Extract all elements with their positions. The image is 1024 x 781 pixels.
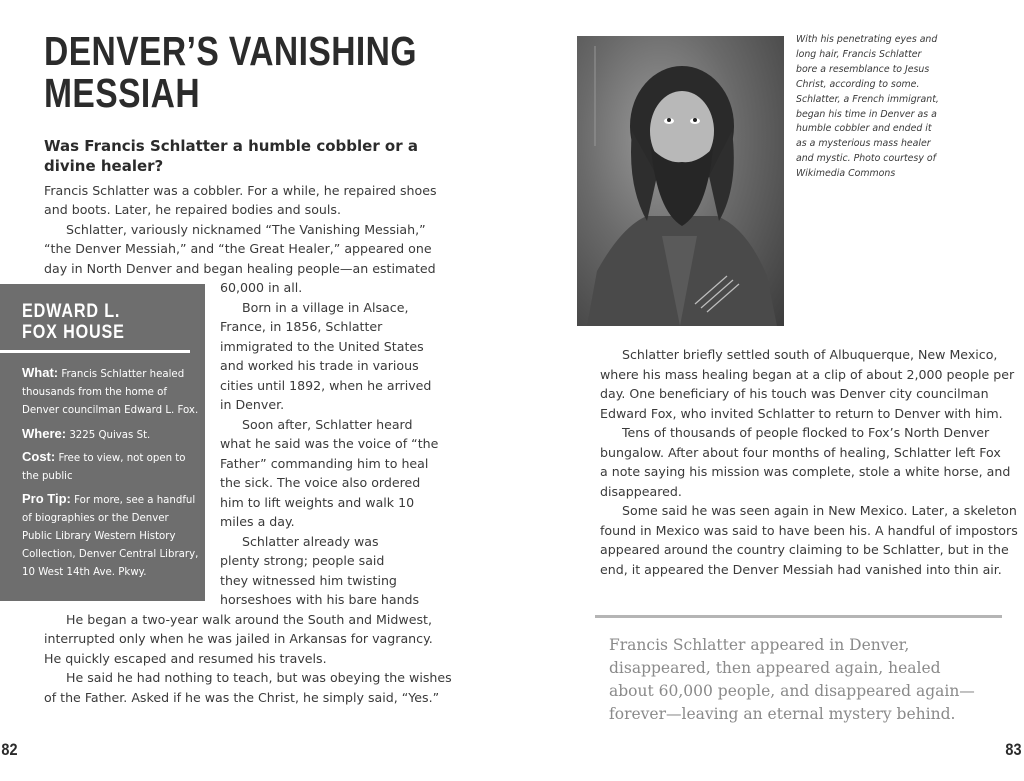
- page-number-left: 82: [1, 740, 18, 759]
- body-line: and boots. Later, he repaired bodies and souls.: [44, 202, 341, 217]
- pull-quote-divider: [595, 615, 1002, 618]
- title-line-1: DENVER’S VANISHING: [44, 28, 417, 74]
- pull-quote-line: about 60,000 people, and disappeared again—: [609, 682, 975, 700]
- body-line: what he said was the voice of “the: [220, 436, 439, 451]
- sidebar-what-text: Francis Schlatter healed thousands from the home of Denver councilman Edward L. Fox.: [22, 369, 199, 416]
- body-line: France, in 1856, Schlatter: [220, 319, 383, 334]
- body-line: end, it appeared the Denver Messiah had vanished into thin air.: [600, 562, 1002, 577]
- sidebar-cost: [22, 448, 202, 486]
- title-line-2: MESSIAH: [44, 70, 201, 116]
- article-subtitle: Was Francis Schlatter a humble cobbler or a divine healer?: [44, 137, 418, 175]
- sidebar-tip-text: For more, see a handful of biographies or the Denver Public Library Western History Collection, Denver Central Library, 10 West 14th Ave. Pkwy.: [22, 495, 199, 578]
- body-line: Born in a village in Alsace,: [242, 300, 409, 315]
- pull-quote-line: forever—leaving an eternal mystery behind.: [609, 705, 956, 723]
- schlatter-portrait-photo: [577, 36, 784, 326]
- body-line: the sick. The voice also ordered: [220, 475, 421, 490]
- caption-line: and mystic. Photo courtesy of: [796, 153, 936, 164]
- body-line: plenty strong; people said: [220, 553, 385, 568]
- sidebar-title-line-2: FOX HOUSE: [22, 322, 125, 343]
- page-number-right: 83: [1005, 740, 1022, 759]
- body-line: He quickly escaped and resumed his travels.: [44, 651, 327, 666]
- body-line: immigrated to the United States: [220, 339, 424, 354]
- body-line: “the Denver Messiah,” and “the Great Healer,” appeared one: [44, 241, 432, 256]
- sidebar-where-text: 3225 Quivas St.: [69, 430, 151, 441]
- body-line: found in Mexico was said to have been his. A handful of impostors: [600, 523, 1018, 538]
- body-line: horseshoes with his bare hands: [220, 592, 420, 607]
- body-line: Francis Schlatter was a cobbler. For a while, he repaired shoes: [44, 183, 437, 198]
- caption-line: Wikimedia Commons: [796, 168, 896, 179]
- caption-line: With his penetrating eyes and: [796, 34, 938, 45]
- caption-line: Christ, according to some.: [796, 79, 920, 90]
- body-line: Schlatter already was: [242, 534, 379, 549]
- sidebar-what: [22, 364, 202, 420]
- sidebar-fox-house: [0, 284, 205, 601]
- body-line: in Denver.: [220, 397, 285, 412]
- sidebar-what-label: What:: [22, 365, 59, 380]
- caption-line: long hair, Francis Schlatter: [796, 49, 922, 60]
- body-line: Edward Fox, who invited Schlatter to return to Denver with him.: [600, 406, 1003, 421]
- sidebar-where-label: Where:: [22, 426, 67, 441]
- sidebar-cost-text: Free to view, not open to the public: [22, 453, 186, 482]
- caption-line: bore a resemblance to Jesus: [796, 64, 930, 75]
- body-line: Father” commanding him to heal: [220, 456, 429, 471]
- body-line: Tens of thousands of people flocked to Fox’s North Denver: [622, 425, 990, 440]
- sidebar-tip-label: Pro Tip:: [22, 491, 71, 506]
- body-line: interrupted only when he was jailed in Arkansas for vagrancy.: [44, 631, 433, 646]
- pull-quote-line: Francis Schlatter appeared in Denver,: [609, 636, 910, 654]
- body-line: Schlatter, variously nicknamed “The Vanishing Messiah,”: [66, 222, 426, 237]
- body-line: day. One beneficiary of his touch was Denver city councilman: [600, 386, 989, 401]
- body-line: He said he had nothing to teach, but was obeying the wishes: [66, 670, 452, 685]
- body-line: him to lift weights and walk 10: [220, 495, 415, 510]
- body-line: Soon after, Schlatter heard: [242, 417, 413, 432]
- body-line: miles a day.: [220, 514, 295, 529]
- body-line: cities until 1892, when he arrived: [220, 378, 432, 393]
- body-line: Some said he was seen again in New Mexico. Later, a skeleton: [622, 503, 1017, 518]
- sidebar-title: [22, 301, 192, 343]
- body-line: 60,000 in all.: [220, 280, 303, 295]
- caption-line: began his time in Denver as a: [796, 109, 937, 120]
- body-line: disappeared.: [600, 484, 682, 499]
- sidebar-title-line-1: EDWARD L.: [22, 301, 121, 322]
- body-line: Schlatter briefly settled south of Albuquerque, New Mexico,: [622, 347, 998, 362]
- caption-line: humble cobbler and ended it: [796, 123, 932, 134]
- caption-line: as a mysterious mass healer: [796, 138, 931, 149]
- body-line: He began a two-year walk around the South and Midwest,: [66, 612, 432, 627]
- body-line: bungalow. After about four months of healing, Schlatter left Fox: [600, 445, 1001, 460]
- pull-quote-line: disappeared, then appeared again, healed: [609, 659, 941, 677]
- sidebar-where: [22, 425, 202, 445]
- body-line: a note saying his mission was complete, stole a white horse, and: [600, 464, 1011, 479]
- sidebar-pro-tip: [22, 490, 202, 582]
- body-line: and worked his trade in various: [220, 358, 419, 373]
- article-title: [44, 30, 429, 114]
- caption-line: Schlatter, a French immigrant,: [796, 94, 939, 105]
- portrait-illustration: [577, 36, 784, 326]
- body-line: where his mass healing began at a clip of about 2,000 people per: [600, 367, 1015, 382]
- body-line: of the Father. Asked if he was the Christ, he simply said, “Yes.”: [44, 690, 440, 705]
- body-line: appeared around the country claiming to be Schlatter, but in the: [600, 542, 1009, 557]
- body-line: they witnessed him twisting: [220, 573, 397, 588]
- sidebar-cost-label: Cost:: [22, 449, 56, 464]
- body-line: day in North Denver and began healing people—an estimated: [44, 261, 436, 276]
- sidebar-divider: [0, 350, 190, 353]
